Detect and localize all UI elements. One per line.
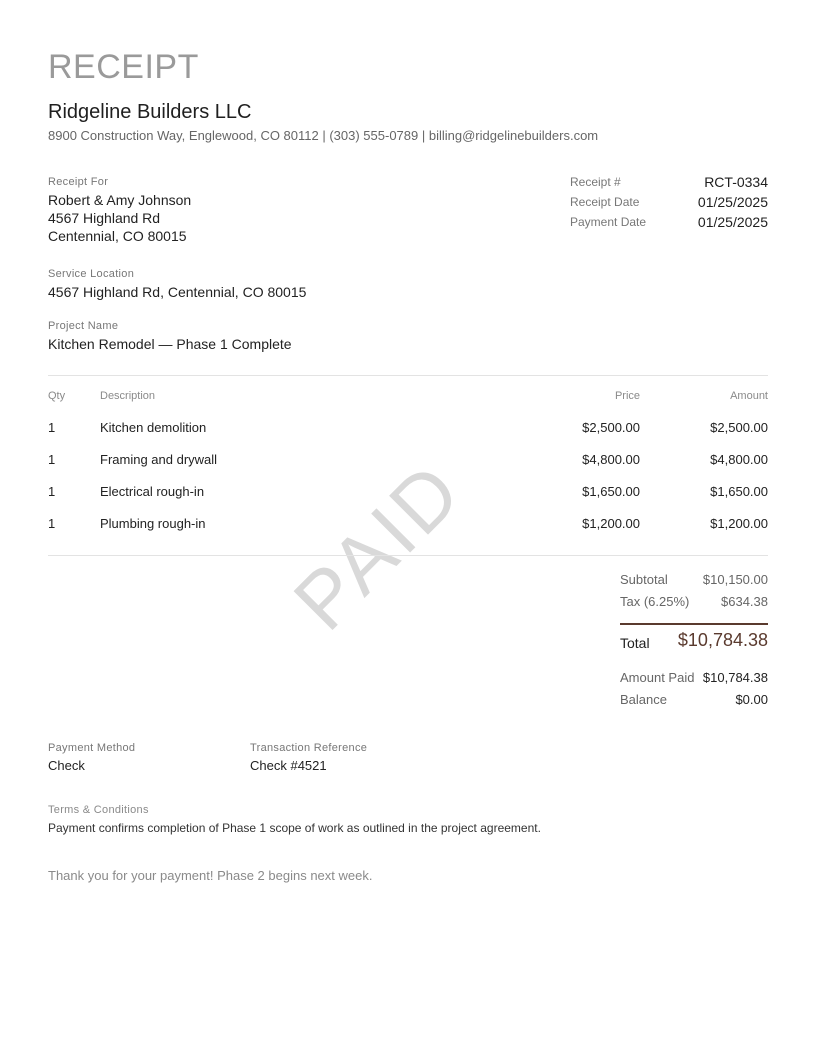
company-contact: 8900 Construction Way, Englewood, CO 80112 | (303) 555-0789 | billing@ridgelinebuilders.com — [48, 128, 599, 143]
table-row — [48, 515, 768, 533]
customer-address-line2: Centennial, CO 80015 — [48, 228, 187, 244]
project-name-value: Kitchen Remodel — Phase 1 Complete — [48, 336, 292, 352]
receipt-date-row — [570, 193, 768, 213]
customer-address-line1: 4567 Highland Rd — [48, 210, 161, 226]
receipt-for-label: Receipt For — [48, 176, 109, 188]
payment-date-label: Payment Date — [570, 215, 647, 229]
col-header-qty: Qty — [48, 390, 66, 402]
transaction-reference-label: Transaction Reference — [250, 742, 368, 754]
balance-row — [620, 691, 768, 709]
receipt-number-value: RCT-0334 — [704, 174, 768, 190]
project-name-label: Project Name — [48, 320, 119, 332]
row-qty: 1 — [48, 516, 56, 531]
payment-method-value: Check — [48, 758, 85, 773]
service-location-value: 4567 Highland Rd, Centennial, CO 80015 — [48, 284, 307, 300]
subtotal-row — [620, 571, 768, 589]
total-divider — [620, 623, 768, 625]
tax-value: $634.38 — [721, 594, 768, 609]
row-amount: $1,650.00 — [710, 484, 768, 499]
col-header-price: Price — [614, 390, 640, 402]
receipt-number-row — [570, 173, 768, 193]
paid-stamp: PAID — [276, 444, 480, 647]
subtotal-label: Subtotal — [620, 572, 668, 587]
payment-date-row — [570, 213, 768, 233]
balance-value: $0.00 — [735, 692, 768, 707]
total-value: $10,784.38 — [677, 630, 768, 650]
customer-name: Robert & Amy Johnson — [48, 192, 192, 208]
row-price: $1,650.00 — [582, 484, 640, 499]
transaction-reference-value: Check #4521 — [250, 758, 327, 773]
row-qty: 1 — [48, 420, 56, 435]
subtotal-value: $10,150.00 — [702, 572, 768, 587]
receipt-date-value: 01/25/2025 — [697, 194, 768, 210]
row-amount: $2,500.00 — [710, 420, 768, 435]
amount-paid-row — [620, 669, 768, 687]
row-description: Plumbing rough-in — [100, 516, 206, 531]
amount-paid-value: $10,784.38 — [702, 670, 768, 685]
total-label: Total — [620, 635, 650, 651]
tax-label: Tax (6.25%) — [620, 594, 690, 609]
payment-date-value: 01/25/2025 — [697, 214, 768, 230]
table-row — [48, 419, 768, 437]
row-qty: 1 — [48, 452, 56, 467]
receipt-number-label: Receipt # — [570, 175, 621, 189]
table-row — [48, 451, 768, 469]
amount-paid-label: Amount Paid — [620, 670, 695, 685]
col-header-description: Description — [100, 390, 156, 402]
row-description: Kitchen demolition — [100, 420, 207, 435]
service-location-label: Service Location — [48, 268, 135, 280]
col-header-amount: Amount — [730, 390, 768, 402]
row-description: Electrical rough-in — [100, 484, 205, 499]
row-price: $2,500.00 — [582, 420, 640, 435]
table-row — [48, 483, 768, 501]
divider-table-bottom — [48, 555, 768, 556]
row-amount: $1,200.00 — [710, 516, 768, 531]
row-amount: $4,800.00 — [710, 452, 768, 467]
row-qty: 1 — [48, 484, 56, 499]
row-description: Framing and drywall — [100, 452, 218, 467]
payment-method-label: Payment Method — [48, 742, 136, 754]
terms-text: Payment confirms completion of Phase 1 scope of work as outlined in the project agreement. — [48, 821, 541, 835]
company-name: Ridgeline Builders LLC — [48, 101, 252, 123]
row-price: $4,800.00 — [582, 452, 640, 467]
thank-you-note: Thank you for your payment! Phase 2 begins next week. — [48, 868, 373, 883]
terms-label: Terms & Conditions — [48, 804, 149, 816]
receipt-date-label: Receipt Date — [570, 195, 640, 209]
balance-label: Balance — [620, 692, 667, 707]
divider-top — [48, 375, 768, 376]
tax-row — [620, 593, 768, 611]
document-title: RECEIPT — [48, 48, 199, 86]
row-price: $1,200.00 — [582, 516, 640, 531]
